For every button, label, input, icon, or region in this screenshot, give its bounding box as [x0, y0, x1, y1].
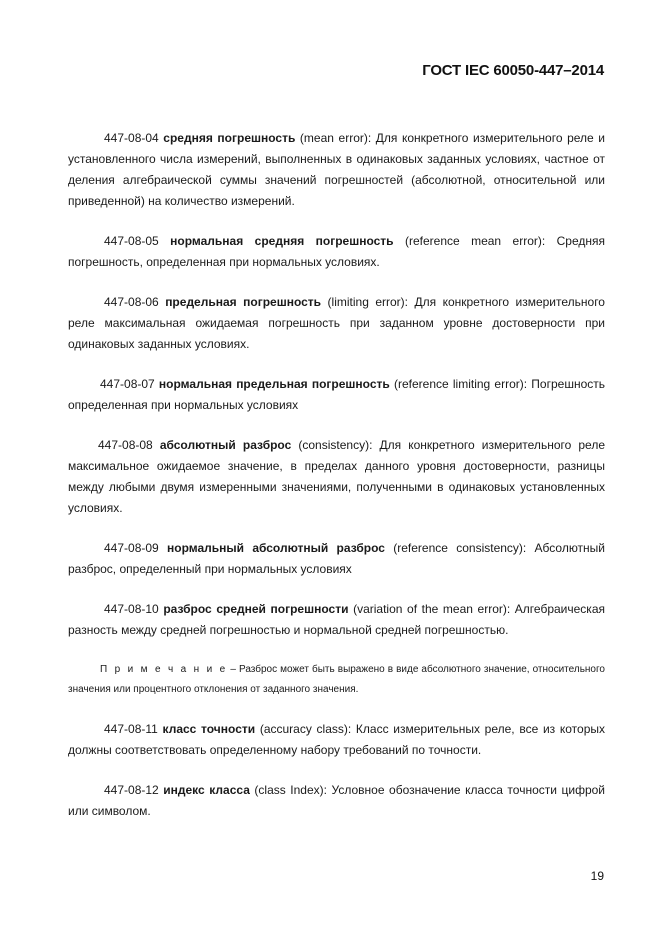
term-body: (reference consistency): Абсолютный разброс, определенный при нормальных условиях: [68, 541, 606, 576]
page-number: 19: [590, 869, 604, 883]
term-code: 447-08-04: [104, 131, 159, 145]
document-header: ГОСТ IEC 60050-447–2014: [422, 62, 604, 79]
term-body: (reference limiting error): Погрешность определенная при нормальных условиях: [68, 377, 605, 412]
document-body: [68, 128, 605, 822]
term-body: (mean error): Для конкретного измерительного реле и установленного числа измерений, выполненных в одинаковых заданных условиях, частное от деления алгебраической суммы значений погрешностей (абсолютной, относительной или приведенной) на количество измерений.: [68, 131, 605, 208]
term-body: (limiting error): Для конкретного измерительного реле максимальная ожидаемая погрешность при заданном уровне достоверности при одинаковых заданных условиях.: [68, 295, 605, 351]
note-label: П р и м е ч а н и е: [100, 664, 228, 675]
term-code: 447-08-12: [104, 783, 159, 797]
term-447-08-08: [68, 435, 605, 519]
term-447-08-06: [68, 292, 605, 355]
term-447-08-12: [68, 780, 605, 822]
term-code: 447-08-05: [104, 234, 159, 248]
term-body: (class Index): Условное обозначение класса точности цифрой или символом.: [68, 783, 605, 818]
term-title: нормальный абсолютный разброс: [167, 541, 385, 555]
term-title: нормальная средняя погрешность: [170, 234, 394, 248]
term-code: 447-08-08: [98, 438, 153, 452]
term-title: класс точности: [162, 722, 256, 736]
term-447-08-05: [68, 231, 605, 273]
term-body: (consistency): Для конкретного измерительного реле максимальное ожидаемое значение, в пределах данного уровня достоверности, разницы между любыми двумя измеренными значениями, полученными в одинаковых установленных условиях.: [68, 438, 605, 515]
term-447-08-04: [68, 128, 605, 212]
term-code: 447-08-11: [104, 722, 158, 736]
term-447-08-10: [68, 599, 605, 641]
term-body: (accuracy class): Класс измерительных реле, все из которых должны соответствовать определенному набору требований по точности.: [68, 722, 605, 757]
note-text: – Разброс может быть выражено в виде абсолютного значение, относительного значения или процентного отклонения от заданного значения.: [68, 664, 605, 695]
term-code: 447-08-10: [104, 602, 159, 616]
term-title: абсолютный разброс: [159, 438, 292, 452]
term-body: (variation of the mean error): Алгебраическая разность между средней погрешностью и нормальной средней погрешностью.: [68, 602, 605, 637]
term-title: нормальная предельная погрешность: [158, 377, 390, 391]
term-code: 447-08-07: [100, 377, 155, 391]
term-code: 447-08-09: [104, 541, 159, 555]
term-title: предельная погрешность: [165, 295, 322, 309]
term-code: 447-08-06: [104, 295, 159, 309]
term-body: (reference mean error): Средняя погрешность, определенная при нормальных условиях.: [68, 234, 605, 269]
term-title: разброс средней погрешности: [163, 602, 349, 616]
term-447-08-11: [68, 719, 605, 761]
note: [68, 660, 605, 700]
term-title: индекс класса: [163, 783, 250, 797]
term-title: средняя погрешность: [163, 131, 296, 145]
term-447-08-07: [68, 374, 605, 416]
term-447-08-09: [68, 538, 605, 580]
